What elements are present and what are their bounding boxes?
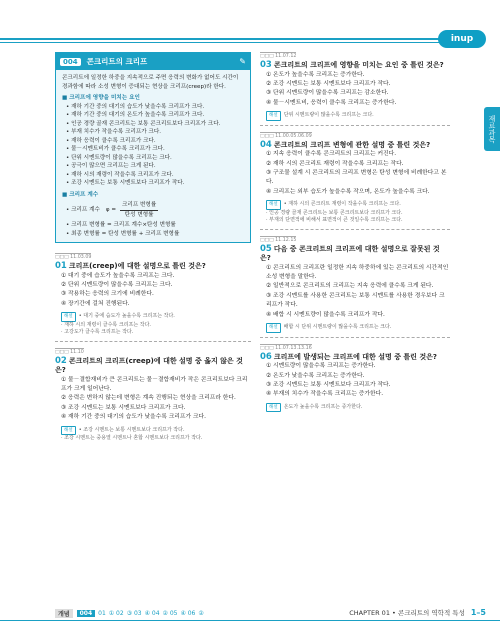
formula-label: • 크리프 계수 — [66, 206, 100, 213]
answer-option: ② 조강 시멘트는 보통 시멘트보다 크리프가 작다. — [266, 80, 391, 87]
question-04 — [260, 132, 450, 225]
answer-key-item: ② 05 — [162, 610, 178, 617]
brand-logo: inup — [438, 30, 486, 48]
explanation-badge: 해설 — [61, 312, 76, 322]
answer-option: ① 콘크리트의 크리프란 일정한 지속 하중하에 있는 콘크리트의 시간적인 소성 변형을 말한다. — [266, 264, 449, 281]
answer-option: ③ 작용하는 응력의 크기에 비례한다. — [61, 291, 154, 298]
answer-option: ② 응력은 변하지 않는데 변형은 계속 진행되는 현상을 크리프라 한다. — [61, 395, 236, 402]
question-title — [260, 61, 450, 71]
answer-key-item: 01 — [98, 610, 106, 617]
explanation-badge: 해설 — [266, 323, 281, 333]
question-text: 크리프(creep)에 대한 설명으로 틀린 것은? — [68, 262, 206, 270]
formula-denominator: 탄성 변형률 — [124, 211, 154, 218]
factor-item: • 공극이 많으면 크리프는 크게 된다. — [66, 163, 156, 169]
answer-option: ③ 조강 시멘트는 보통 시멘트보다 크리프가 작다. — [266, 381, 391, 388]
question-tag: □□□ 11.03.09 — [55, 255, 92, 260]
pencil-icon: ✎ — [239, 57, 246, 66]
question-02 — [55, 348, 251, 443]
question-number: 03 — [260, 60, 272, 70]
question-tag: □□□ 11.07.12 — [260, 54, 297, 59]
concept-number: 004 — [60, 58, 81, 66]
divider — [55, 341, 251, 342]
question-title — [260, 353, 450, 363]
question-tag: □□□ 11.00.05.06.09 — [260, 133, 312, 139]
explanation-line: · 재하 시의 재령이 클수록 크리프는 작다. — [61, 321, 151, 328]
factor-item: • 단위 시멘트량이 많을수록 크리프는 크다. — [66, 154, 172, 161]
coefficient-item: • 크리프 변형률 = 크리프 계수×탄성 변형률 — [66, 222, 176, 228]
question-03 — [260, 52, 450, 121]
formula-fraction — [120, 201, 158, 219]
question-01 — [55, 253, 251, 337]
question-tag: □□□ 11.12.15 — [260, 237, 297, 243]
question-title — [260, 245, 450, 264]
explanation-line: • 대기 중에 습도가 높을수록 크리프는 작다. — [78, 313, 175, 320]
side-tab-subject: 재료과목 — [484, 107, 500, 151]
question-number: 01 — [55, 261, 67, 271]
header-rule-thin — [0, 42, 452, 43]
question-text: 크리프에 발생되는 크리프에 대한 설명 중 틀린 것은? — [273, 352, 437, 361]
answer-option: ④ 재하 기간 중의 대기의 습도가 낮을수록 크리프가 크다. — [61, 414, 206, 421]
question-05 — [260, 236, 450, 333]
concept-box — [55, 52, 251, 243]
factor-item: • 재하 응력이 클수록 크리프가 크다. — [66, 137, 156, 144]
factor-item: • 물－시멘트비가 클수록 크리프가 크다. — [66, 146, 165, 152]
factor-item: • 재하 시의 재령이 작을수록 크리프가 크다. — [66, 171, 174, 178]
question-title — [55, 262, 251, 272]
left-column — [55, 52, 251, 443]
answer-key-nav — [55, 609, 207, 618]
answer-option: ④ 물－시멘트비, 응력이 클수록 크리프는 증가한다. — [266, 99, 397, 106]
question-06 — [260, 344, 450, 413]
footer-rule — [0, 620, 500, 621]
answer-option: ③ 조강 시멘트를 사용한 콘크리트는 보통 시멘트를 사용한 경우보다 크리프가 작다. — [266, 292, 445, 309]
question-title — [55, 357, 251, 376]
concept-body — [56, 70, 250, 242]
explanation-line: · 인공 경량 골재 콘크리트는 보통 콘크리트보다 크리프가 크다. — [266, 209, 403, 216]
formula-phi: φ = — [105, 206, 117, 213]
answer-option: ① 지속 응력이 클수록 콘크리트의 크리프는 커진다. — [266, 151, 397, 158]
answer-option: ④ 배합 시 시멘트량이 많을수록 크리프가 작다. — [266, 311, 385, 318]
explanation-line: · 고강도가 클수록 크리프는 작다. — [61, 329, 134, 336]
page-number: 1–5 — [470, 608, 486, 617]
chapter-title: CHAPTER 01 • 콘크리트의 역학적 특성 — [349, 609, 465, 617]
section-title-factors: ■ 크리프에 영향을 미치는 요인 — [62, 95, 140, 101]
question-text: 콘크리트의 크리프에 영향을 미치는 요인 중 틀린 것은? — [273, 61, 444, 69]
answer-key-item: ③ 03 — [126, 610, 142, 617]
explanation-line: 단위 시멘트량이 많을수록 크리프는 크다. — [283, 112, 374, 119]
explanation — [260, 200, 450, 225]
explanation — [260, 403, 450, 413]
answer-option: ① 물－결합재비가 큰 콘크리트는 물－결합재비가 작은 콘크리트보다 크리프가 크게 일어난다. — [61, 376, 248, 393]
explanation — [55, 312, 251, 337]
divider — [260, 337, 450, 338]
answer-key-item: ④ 04 — [144, 610, 160, 617]
divider — [260, 229, 450, 230]
explanation — [260, 323, 450, 333]
question-tag: □□□ 11.07.13.13.16 — [260, 345, 312, 351]
factor-item: • 재하 기간 중의 대기의 습도가 낮을수록 크리프가 크다. — [66, 103, 205, 110]
explanation-line: • 재하 시의 콘크리트 재령이 작을수록 크리프는 크다. — [283, 201, 401, 208]
explanation-line: 온도가 높을수록 크리프는 증가한다. — [283, 403, 363, 410]
explanation-badge: 해설 — [266, 403, 281, 413]
concept-header — [56, 53, 250, 70]
question-title — [260, 141, 450, 151]
answer-option: ① 대기 중에 습도가 높을수록 크리프는 크다. — [61, 272, 175, 279]
section-title-coefficient: ■ 크리프 계수 — [62, 191, 99, 198]
coefficient-item: • 최종 변형률 = 탄성 변형률 + 크리프 변형률 — [66, 230, 180, 237]
answer-key-logo: 개념 — [55, 609, 73, 618]
header-rule — [0, 38, 452, 40]
explanation-line: · 부재의 단면적에 비해서 표면적이 큰 것일수록 크리프는 크다. — [266, 217, 403, 224]
explanation-line: · 조강 시멘트는 중용열 시멘트나 혼합 시멘트보다 크리프가 작다. — [61, 435, 203, 442]
factor-item: • 부재 치수가 작을수록 크리프가 크다. — [66, 129, 162, 135]
creep-formula — [62, 201, 244, 219]
concept-title: 콘크리트의 크리프 — [86, 57, 148, 66]
answer-option: ② 재하 시의 콘크리트 재령이 작을수록 크리프는 작다. — [266, 160, 404, 167]
answer-option: ② 일반적으로 콘크리트의 크리프는 지속 응력에 클수록 크게 된다. — [266, 283, 434, 290]
answer-option: ④ 장기간에 걸쳐 진행된다. — [61, 300, 130, 307]
question-text: 콘크리트의 크리프(creep)에 대한 설명 중 옳지 않은 것은? — [55, 356, 243, 375]
explanation-badge: 해설 — [266, 200, 281, 210]
answer-option: ④ 크리프는 외부 습도가 높을수록 작으며, 온도가 높을수록 크다. — [266, 188, 430, 195]
explanation-badge: 해설 — [266, 111, 281, 121]
question-number: 05 — [260, 243, 272, 254]
answer-option: ③ 단위 시멘트량이 많을수록 크리프는 감소한다. — [266, 90, 389, 97]
answer-option: ① 시멘트량이 많을수록 크리프는 증가한다. — [266, 363, 376, 370]
explanation — [55, 426, 251, 443]
answer-option: ① 온도가 높을수록 크리프는 증가한다. — [266, 71, 365, 78]
concept-intro: 콘크리트에 일정한 하중을 지속적으로 주면 응력의 변화가 없어도 시간이 경과함에 따라 소성 변형이 증대되는 현상을 크리프(creep)라 한다. — [62, 75, 239, 90]
factor-item: • 조강 시멘트는 보통 시멘트보다 크리프가 작다. — [66, 180, 185, 186]
question-number: 04 — [260, 139, 272, 150]
explanation-line: 배합 시 단위 시멘트량이 많을수록 크리프는 크다. — [283, 324, 392, 331]
divider — [260, 125, 450, 126]
formula-numerator: 크리프 변형률 — [120, 201, 158, 211]
factor-item: • 인공 경량 골재 콘크리트는 보통 콘크리트보다 크리프가 크다. — [66, 120, 221, 127]
explanation — [260, 111, 450, 121]
question-number: 02 — [55, 355, 67, 366]
current-concept: 004 — [77, 610, 96, 617]
answer-key-item: ② — [198, 610, 204, 617]
answer-option: ② 온도가 낮을수록 크리프는 증가한다. — [266, 372, 365, 379]
factor-item: • 재하 기간 중의 대기의 온도가 높을수록 크리프가 크다. — [66, 112, 205, 118]
explanation-badge: 해설 — [61, 426, 76, 436]
question-text: 콘크리트의 크리프 변형에 관한 설명 중 틀린 것은? — [273, 140, 431, 149]
right-column — [260, 52, 450, 412]
answer-key-item: ④ 06 — [180, 610, 196, 617]
question-tag: □□□ 11.10 — [55, 349, 84, 355]
explanation-line: • 조강 시멘트는 보통 시멘트보다 크리프가 작다. — [78, 426, 185, 433]
answer-option: ④ 부재의 치수가 작을수록 크리프는 증가한다. — [266, 391, 384, 398]
question-text: 다음 중 콘크리트의 크리프에 대한 설명으로 잘못된 것은? — [260, 244, 440, 263]
answer-option: ③ 구조물 설계 시 콘크리트의 크리프 변형은 탄성 변형에 비례한다고 본다. — [266, 169, 447, 186]
answer-option: ② 단위 시멘트량이 많을수록 크리프는 크다. — [61, 281, 173, 288]
answer-option: ③ 조강 시멘트는 보통 시멘트보다 크리프가 크다. — [61, 404, 186, 411]
answer-key-item: ① 02 — [108, 610, 124, 617]
page-footer — [349, 608, 486, 617]
question-number: 06 — [260, 351, 272, 362]
